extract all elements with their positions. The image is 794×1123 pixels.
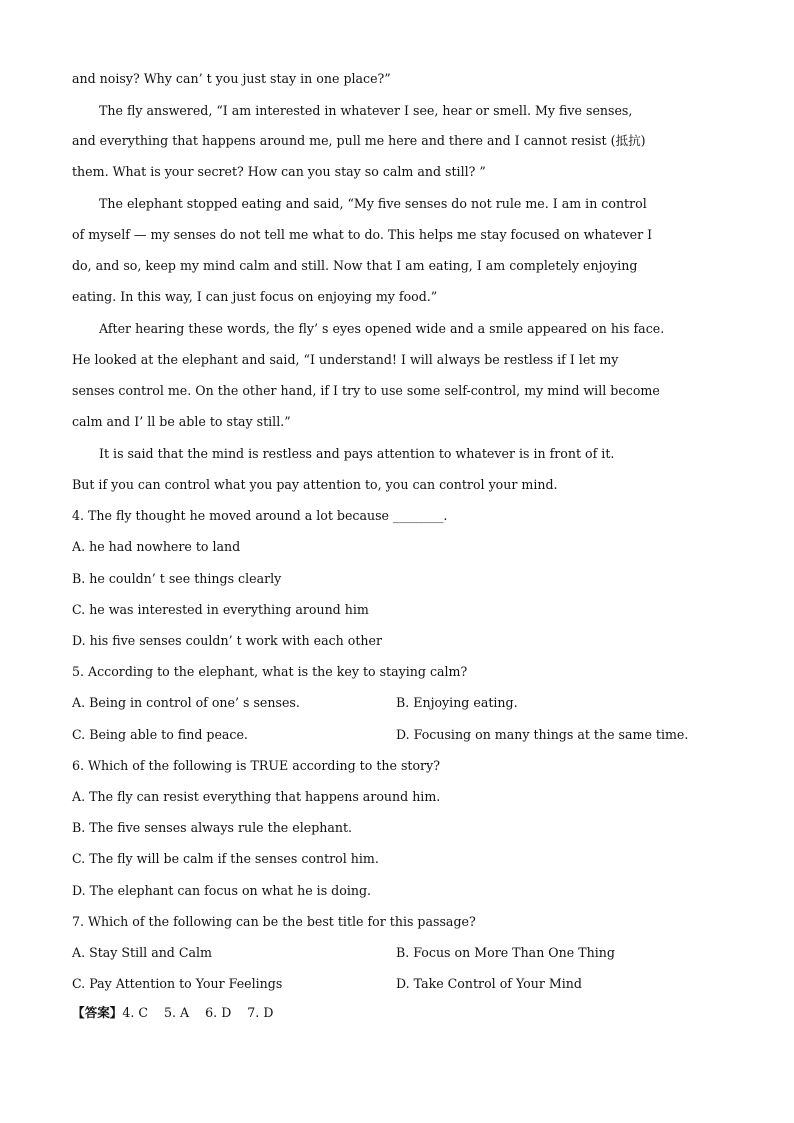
passage-line: of myself — my senses do not tell me what to do. This helps me stay focused on whatever I bbox=[72, 227, 653, 242]
question-4-option-b: B. he couldn’ t see things clearly bbox=[72, 571, 282, 586]
passage-line: and everything that happens around me, pull me here and there and I cannot resist (抵抗) bbox=[72, 133, 646, 148]
question-4-option-c: C. he was interested in everything around him bbox=[72, 602, 369, 617]
question-6-option-a: A. The fly can resist everything that happens around him. bbox=[72, 789, 441, 804]
question-6-option-d: D. The elephant can focus on what he is doing. bbox=[72, 883, 372, 898]
question-6-stem: 6. Which of the following is TRUE according to the story? bbox=[72, 758, 440, 773]
passage-line: and noisy? Why can’ t you just stay in one place?” bbox=[72, 71, 391, 86]
question-7-option-d: D. Take Control of Your Mind bbox=[396, 976, 582, 991]
question-6-option-c: C. The fly will be calm if the senses control him. bbox=[72, 851, 379, 866]
passage-line: He looked at the elephant and said, “I understand! I will always be restless if I let my bbox=[72, 352, 619, 367]
passage-line: After hearing these words, the fly’ s eyes opened wide and a smile appeared on his face. bbox=[99, 321, 665, 336]
answer-key-text: 4. C 5. A 6. D 7. D bbox=[122, 1005, 274, 1020]
question-7-stem: 7. Which of the following can be the best title for this passage? bbox=[72, 914, 476, 929]
question-4-option-a: A. he had nowhere to land bbox=[72, 539, 241, 554]
passage-line: senses control me. On the other hand, if I try to use some self-control, my mind will become bbox=[72, 383, 660, 398]
question-7-option-c: C. Pay Attention to Your Feelings bbox=[72, 976, 283, 991]
question-4-option-d: D. his five senses couldn’ t work with each other bbox=[72, 633, 383, 648]
question-5-stem: 5. According to the elephant, what is the key to staying calm? bbox=[72, 664, 468, 679]
passage-line: eating. In this way, I can just focus on enjoying my food.” bbox=[72, 289, 438, 304]
question-7-option-b: B. Focus on More Than One Thing bbox=[396, 945, 615, 960]
question-5-option-a: A. Being in control of one’ s senses. bbox=[72, 695, 300, 710]
passage-line: do, and so, keep my mind calm and still. Now that I am eating, I am completely enjoying bbox=[72, 258, 638, 273]
passage-line: The elephant stopped eating and said, “My five senses do not rule me. I am in control bbox=[99, 196, 647, 211]
passage-line: The fly answered, “I am interested in whatever I see, hear or smell. My five senses, bbox=[99, 103, 633, 118]
passage-line: But if you can control what you pay attention to, you can control your mind. bbox=[72, 477, 558, 492]
passage-line: It is said that the mind is restless and pays attention to whatever is in front of it. bbox=[99, 446, 615, 461]
question-5-option-c: C. Being able to find peace. bbox=[72, 727, 248, 742]
question-7-option-a: A. Stay Still and Calm bbox=[72, 945, 212, 960]
passage-line: calm and I’ ll be able to stay still.” bbox=[72, 414, 291, 429]
answer-key bbox=[72, 1005, 273, 1021]
question-4-stem: 4. The fly thought he moved around a lot because ________. bbox=[72, 508, 448, 523]
question-6-option-b: B. The five senses always rule the elephant. bbox=[72, 820, 353, 835]
answer-key-label: 【答案】 bbox=[72, 1005, 123, 1020]
passage-line: them. What is your secret? How can you stay so calm and still? ” bbox=[72, 164, 486, 179]
question-5-option-b: B. Enjoying eating. bbox=[396, 695, 518, 710]
question-5-option-d: D. Focusing on many things at the same time. bbox=[396, 727, 689, 742]
